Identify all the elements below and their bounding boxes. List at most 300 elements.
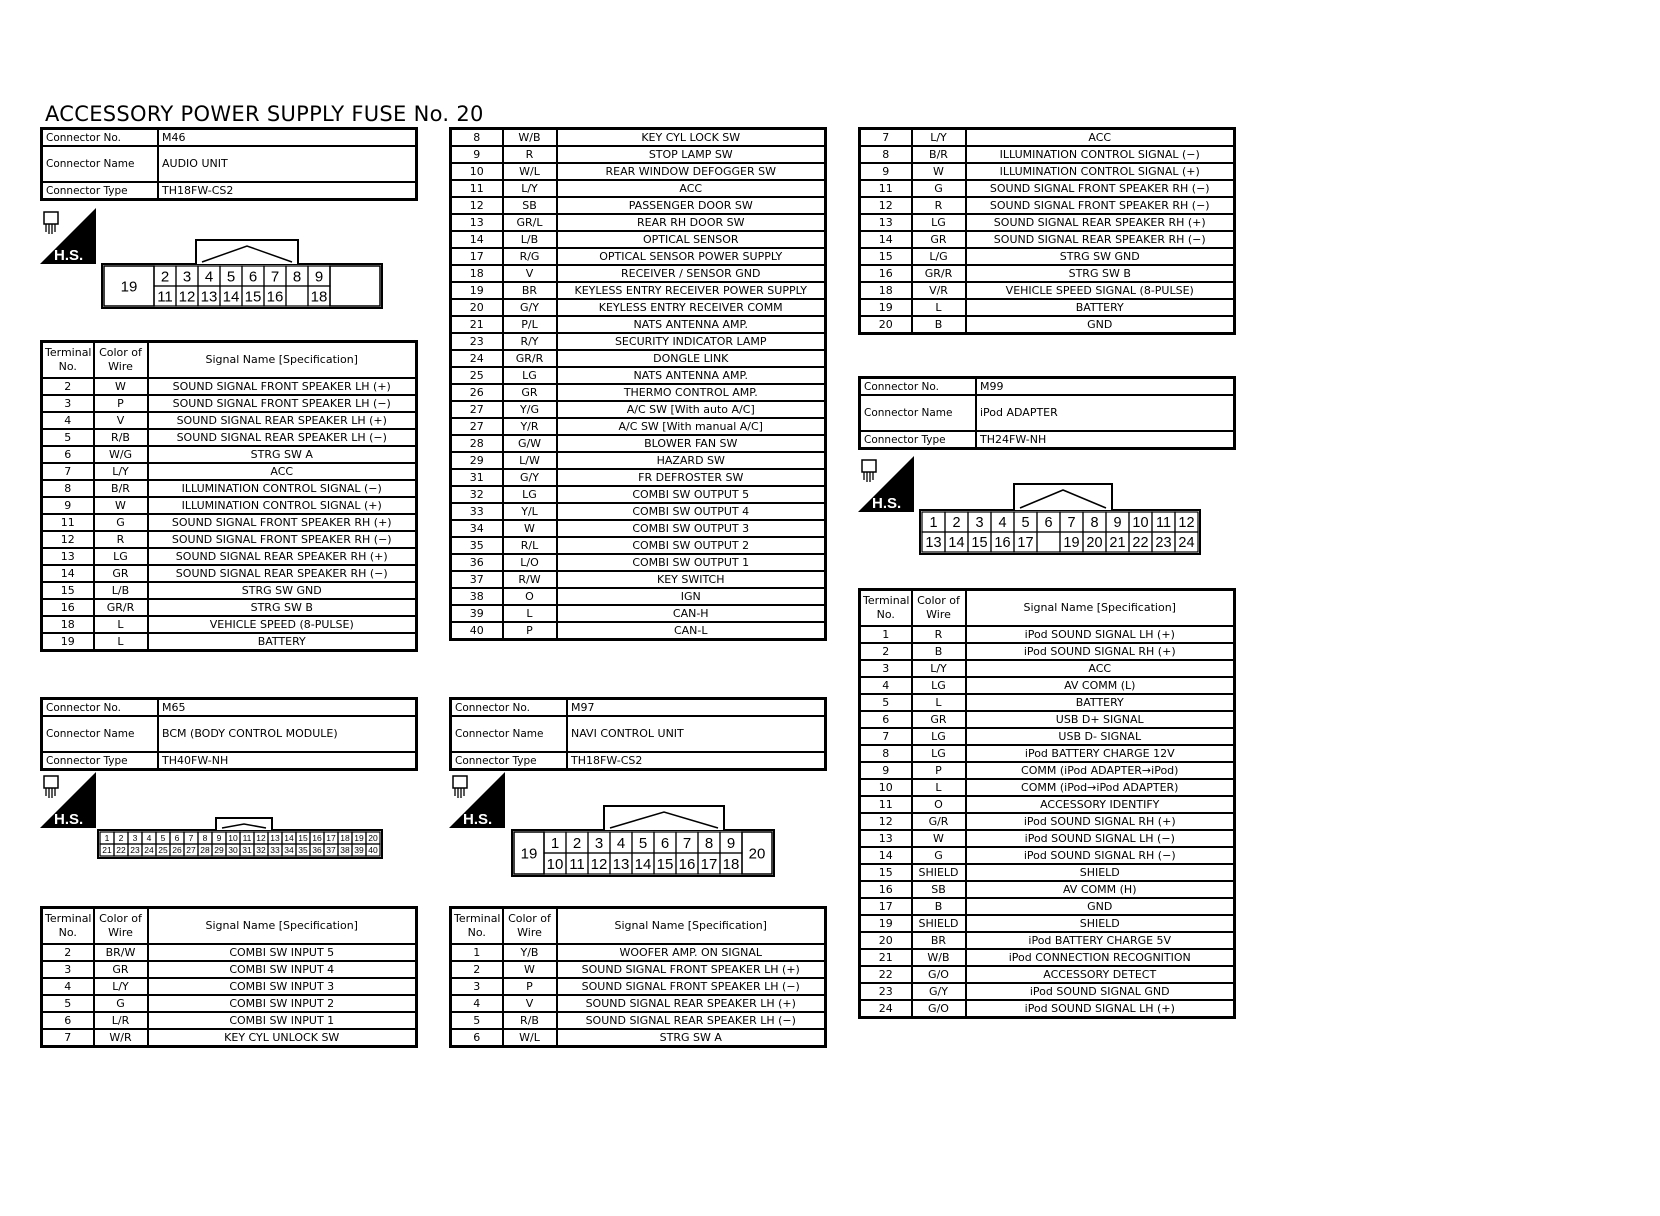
wire-color: R [912, 197, 966, 214]
pin-number: 12 [590, 855, 608, 873]
table-row [451, 944, 826, 961]
signal-name: SOUND SIGNAL FRONT SPEAKER RH (−) [966, 197, 1235, 214]
connector-name-label: Connector Name [860, 395, 977, 431]
pin-number: 14 [948, 535, 965, 552]
wire-color: LG [912, 745, 966, 762]
wire-color: G/W [503, 435, 557, 452]
pin-number: 24 [144, 845, 154, 856]
wire-color: W [503, 961, 557, 978]
connector-no-value: M99 [976, 378, 1235, 396]
table-row [860, 796, 1235, 813]
signal-name: ILLUMINATION CONTROL SIGNAL (−) [148, 480, 417, 497]
signal-name: STRG SW GND [148, 582, 417, 599]
wire-color: G/Y [503, 469, 557, 486]
terminal-no: 6 [42, 446, 94, 463]
pin-number: 3 [594, 834, 604, 852]
wire-color: R/G [503, 248, 557, 265]
pin-number: 16 [266, 288, 284, 306]
wire-color: V [503, 265, 557, 282]
terminal-no: 7 [860, 728, 912, 745]
terminal-no: 19 [451, 282, 503, 299]
signal-name: iPod BATTERY CHARGE 12V [966, 745, 1235, 762]
table-row [451, 571, 826, 588]
svg-text:H.S.: H.S. [54, 811, 84, 828]
wire-color: W [912, 830, 966, 847]
pin-number: 3 [975, 515, 984, 532]
signal-table-m46 [40, 340, 418, 652]
wire-color: V/R [912, 282, 966, 299]
connector-type-value: TH24FW-NH [976, 431, 1235, 449]
pin-number: 20 [748, 845, 766, 863]
signal-name: HAZARD SW [557, 452, 826, 469]
terminal-no: 20 [451, 299, 503, 316]
pin-number: 15 [298, 833, 308, 844]
pin-number: 20 [1086, 535, 1103, 552]
wire-color: R [503, 146, 557, 163]
table-row [860, 847, 1235, 864]
terminal-no: 13 [42, 548, 94, 565]
signal-name: SOUND SIGNAL FRONT SPEAKER RH (−) [966, 180, 1235, 197]
wire-color: G [912, 847, 966, 864]
terminal-no: 11 [860, 180, 912, 197]
svg-text:H.S.: H.S. [54, 247, 84, 264]
table-row [451, 588, 826, 605]
pin-number: 34 [284, 845, 294, 856]
terminal-no: 12 [42, 531, 94, 548]
wire-color: L [94, 633, 148, 651]
table-row [860, 248, 1235, 265]
svg-text:H.S.: H.S. [872, 495, 902, 512]
signal-name: CAN-H [557, 605, 826, 622]
table-row [42, 1029, 417, 1047]
table-row [860, 830, 1235, 847]
connector-name-value: AUDIO UNIT [158, 146, 417, 182]
wire-color: W/L [503, 163, 557, 180]
signal-name-header: Signal Name [Specification] [148, 908, 417, 945]
pin-number: 16 [678, 855, 696, 873]
wire-color: V [503, 995, 557, 1012]
signal-name: BATTERY [966, 299, 1235, 316]
wire-color: LG [503, 367, 557, 384]
terminal-no: 2 [451, 961, 503, 978]
signal-name: SOUND SIGNAL REAR SPEAKER RH (+) [148, 548, 417, 565]
pin-number: 35 [298, 845, 308, 856]
pin-number: 8 [704, 834, 714, 852]
signal-name-header: Signal Name [Specification] [148, 342, 417, 379]
signal-name: SOUND SIGNAL FRONT SPEAKER RH (+) [148, 514, 417, 531]
pin-number: 23 [1155, 535, 1172, 552]
pin-number: 11 [569, 855, 585, 873]
wire-color: GR/R [94, 599, 148, 616]
terminal-no: 25 [451, 367, 503, 384]
terminal-no: 13 [451, 214, 503, 231]
table-row [451, 163, 826, 180]
pin-number: 8 [202, 833, 208, 844]
wire-color: GR/L [503, 214, 557, 231]
wire-color: B [912, 898, 966, 915]
terminal-no: 1 [860, 626, 912, 643]
wire-color: GR [912, 231, 966, 248]
pin-number: 2 [160, 268, 170, 286]
pin-number: 16 [994, 535, 1011, 552]
wire-color: W/B [912, 949, 966, 966]
signal-name: ACC [966, 660, 1235, 677]
wire-color: L/Y [912, 660, 966, 677]
wire-color: W [912, 163, 966, 180]
terminal-no: 7 [42, 463, 94, 480]
pin-number: 11 [1155, 515, 1172, 532]
terminal-no: 7 [42, 1029, 94, 1047]
terminal-no: 1 [451, 944, 503, 961]
terminal-no: 21 [860, 949, 912, 966]
wire-color: B [912, 643, 966, 660]
table-row [860, 231, 1235, 248]
wire-color: LG [912, 728, 966, 745]
pin-number: 15 [656, 855, 674, 873]
pin-number: 11 [157, 288, 173, 306]
connector-no-label: Connector No. [451, 699, 568, 717]
terminal-no: 4 [42, 978, 94, 995]
connector-info-m65 [40, 697, 418, 771]
terminal-no: 6 [860, 711, 912, 728]
table-row [451, 367, 826, 384]
pin-number: 13 [612, 855, 630, 873]
signal-name: OPTICAL SENSOR POWER SUPPLY [557, 248, 826, 265]
table-row [860, 643, 1235, 660]
connector-no-value: M97 [567, 699, 826, 717]
wire-color: L/B [94, 582, 148, 599]
pin-number: 7 [270, 268, 280, 286]
wire-color: L/Y [503, 180, 557, 197]
table-row [42, 463, 417, 480]
table-row [42, 497, 417, 514]
signal-name: COMBI SW INPUT 3 [148, 978, 417, 995]
table-row [451, 214, 826, 231]
wire-color: GR [94, 961, 148, 978]
pin-number: 2 [118, 833, 124, 844]
signal-name: COMM (iPod ADAPTER→iPod) [966, 762, 1235, 779]
terminal-no: 39 [451, 605, 503, 622]
wire-color: L [912, 299, 966, 316]
wire-color: GR [912, 711, 966, 728]
wire-color: Y/L [503, 503, 557, 520]
pin-number: 19 [1063, 535, 1080, 552]
terminal-no: 27 [451, 401, 503, 418]
connector-type-label: Connector Type [860, 431, 977, 449]
table-row [451, 622, 826, 640]
terminal-no: 23 [860, 983, 912, 1000]
pin-number: 4 [998, 515, 1007, 532]
wire-color: LG [912, 214, 966, 231]
table-row [42, 412, 417, 429]
table-row [42, 429, 417, 446]
signal-name: STOP LAMP SW [557, 146, 826, 163]
table-row [860, 813, 1235, 830]
terminal-no: 2 [42, 944, 94, 961]
pin-number: 38 [340, 845, 350, 856]
pin-number: 5 [226, 268, 236, 286]
terminal-no: 13 [860, 214, 912, 231]
color-of-wire-header: Color of Wire [94, 908, 148, 945]
connector-name-label: Connector Name [451, 716, 568, 752]
terminal-no: 8 [860, 146, 912, 163]
terminal-no: 19 [860, 299, 912, 316]
pin-number: 18 [722, 855, 740, 873]
terminal-no: 10 [451, 163, 503, 180]
terminal-no: 18 [42, 616, 94, 633]
wire-color: P [912, 762, 966, 779]
pin-number: 40 [368, 845, 378, 856]
pin-number: 27 [186, 845, 196, 856]
table-row [860, 163, 1235, 180]
wire-color: L [94, 616, 148, 633]
wire-color: W/B [503, 129, 557, 147]
wire-color: L [912, 779, 966, 796]
terminal-no: 20 [860, 316, 912, 334]
wire-color: L/O [503, 554, 557, 571]
table-row [860, 728, 1235, 745]
wire-color: GR [503, 384, 557, 401]
signal-name: KEYLESS ENTRY RECEIVER COMM [557, 299, 826, 316]
wire-color: L/R [94, 1012, 148, 1029]
terminal-no: 16 [42, 599, 94, 616]
pin-number: 9 [314, 268, 324, 286]
wire-color: SB [912, 881, 966, 898]
pin-number: 8 [292, 268, 302, 286]
terminal-no: 9 [860, 163, 912, 180]
signal-name: NATS ANTENNA AMP. [557, 316, 826, 333]
terminal-no: 14 [860, 231, 912, 248]
wire-color: R/W [503, 571, 557, 588]
terminal-no: 12 [860, 197, 912, 214]
terminal-no: 6 [42, 1012, 94, 1029]
table-row [451, 554, 826, 571]
signal-table-m65-continued [449, 127, 827, 641]
pin-number: 26 [172, 845, 182, 856]
pin-number: 5 [160, 833, 166, 844]
table-row [451, 520, 826, 537]
connector-info-m99 [858, 376, 1236, 450]
terminal-no: 18 [860, 282, 912, 299]
signal-name-header: Signal Name [Specification] [557, 908, 826, 945]
table-row [860, 864, 1235, 881]
terminal-no: 18 [451, 265, 503, 282]
signal-name: SOUND SIGNAL REAR SPEAKER RH (+) [966, 214, 1235, 231]
pin-number: 9 [726, 834, 736, 852]
pin-number: 7 [682, 834, 692, 852]
terminal-no-header: Terminal No. [451, 908, 503, 945]
terminal-no: 22 [860, 966, 912, 983]
wire-color: BR/W [94, 944, 148, 961]
pin-number: 1 [104, 833, 110, 844]
pin-number: 17 [326, 833, 336, 844]
pin-number: 2 [952, 515, 961, 532]
wire-color: G/O [912, 966, 966, 983]
signal-name: iPod SOUND SIGNAL RH (+) [966, 813, 1235, 830]
pin-number: 18 [310, 288, 328, 306]
table-row [42, 395, 417, 412]
terminal-no: 34 [451, 520, 503, 537]
table-header [860, 590, 1235, 627]
connector-face-m65 [96, 816, 401, 868]
pin-number: 14 [634, 855, 652, 873]
terminal-no: 6 [451, 1029, 503, 1047]
pin-number: 19 [520, 845, 538, 863]
signal-name: GND [966, 316, 1235, 334]
signal-name: SOUND SIGNAL REAR SPEAKER RH (−) [966, 231, 1235, 248]
harness-side-icon [40, 772, 96, 828]
svg-text:H.S.: H.S. [463, 811, 493, 828]
table-header [42, 908, 417, 945]
wire-color: R/B [503, 1012, 557, 1029]
signal-name: STRG SW A [148, 446, 417, 463]
signal-name: iPod SOUND SIGNAL LH (+) [966, 1000, 1235, 1018]
signal-name: iPod BATTERY CHARGE 5V [966, 932, 1235, 949]
pin-number: 5 [638, 834, 648, 852]
wire-color: BR [912, 932, 966, 949]
signal-name: A/C SW [With manual A/C] [557, 418, 826, 435]
table-row [42, 995, 417, 1012]
wire-color: Y/B [503, 944, 557, 961]
connector-name-value: iPod ADAPTER [976, 395, 1235, 431]
pin-number: 36 [312, 845, 322, 856]
terminal-no: 10 [860, 779, 912, 796]
signal-name: COMBI SW OUTPUT 4 [557, 503, 826, 520]
wire-color: L [503, 605, 557, 622]
table-row [451, 995, 826, 1012]
wire-color: G [94, 514, 148, 531]
table-row [451, 384, 826, 401]
table-row [42, 565, 417, 582]
connector-type-label: Connector Type [451, 752, 568, 770]
wire-color: GR/R [503, 350, 557, 367]
table-row [860, 180, 1235, 197]
signal-name: IGN [557, 588, 826, 605]
signal-name: SHIELD [966, 915, 1235, 932]
connector-no-label: Connector No. [42, 129, 159, 147]
pin-number: 9 [216, 833, 222, 844]
signal-name: AV COMM (L) [966, 677, 1235, 694]
signal-name: REAR WINDOW DEFOGGER SW [557, 163, 826, 180]
signal-name: ILLUMINATION CONTROL SIGNAL (+) [966, 163, 1235, 180]
harness-side-icon [449, 772, 505, 828]
pin-number: 25 [158, 845, 168, 856]
wire-color: W [94, 378, 148, 395]
signal-name: AV COMM (H) [966, 881, 1235, 898]
wire-color: R/B [94, 429, 148, 446]
signal-name: SHIELD [966, 864, 1235, 881]
pin-number: 13 [200, 288, 218, 306]
table-row [860, 898, 1235, 915]
wire-color: W [94, 497, 148, 514]
pin-number: 39 [354, 845, 364, 856]
signal-name: ACCESSORY IDENTIFY [966, 796, 1235, 813]
table-row [860, 949, 1235, 966]
wire-color: O [912, 796, 966, 813]
terminal-no: 9 [860, 762, 912, 779]
pin-number: 10 [228, 833, 238, 844]
signal-name: COMBI SW OUTPUT 3 [557, 520, 826, 537]
signal-name: iPod SOUND SIGNAL LH (+) [966, 626, 1235, 643]
pin-number: 12 [256, 833, 266, 844]
wire-color: B/R [94, 480, 148, 497]
pin-number: 37 [326, 845, 336, 856]
terminal-no: 16 [860, 881, 912, 898]
pin-number: 14 [222, 288, 240, 306]
connector-face-m97 [510, 802, 805, 884]
signal-name: VEHICLE SPEED (8-PULSE) [148, 616, 417, 633]
terminal-no: 7 [860, 129, 912, 147]
terminal-no: 11 [451, 180, 503, 197]
pin-number: 6 [248, 268, 258, 286]
signal-name: OPTICAL SENSOR [557, 231, 826, 248]
harness-side-icon [858, 456, 914, 512]
terminal-no: 15 [860, 864, 912, 881]
pin-number: 6 [660, 834, 670, 852]
connector-name-label: Connector Name [42, 716, 159, 752]
wire-color: GR/R [912, 265, 966, 282]
signal-name: ACC [148, 463, 417, 480]
pin-number: 7 [188, 833, 194, 844]
wire-color: Y/R [503, 418, 557, 435]
wire-color: W/G [94, 446, 148, 463]
terminal-no: 26 [451, 384, 503, 401]
terminal-no: 8 [860, 745, 912, 762]
terminal-no: 17 [451, 248, 503, 265]
table-row [860, 129, 1235, 147]
table-row [42, 633, 417, 651]
table-row [860, 660, 1235, 677]
terminal-no: 23 [451, 333, 503, 350]
signal-name: THERMO CONTROL AMP. [557, 384, 826, 401]
terminal-no: 21 [451, 316, 503, 333]
table-row [451, 401, 826, 418]
signal-name: STRG SW GND [966, 248, 1235, 265]
wire-color: Y/G [503, 401, 557, 418]
signal-name: COMBI SW OUTPUT 1 [557, 554, 826, 571]
signal-name: A/C SW [With auto A/C] [557, 401, 826, 418]
signal-name: KEY SWITCH [557, 571, 826, 588]
table-row [451, 961, 826, 978]
table-row [860, 626, 1235, 643]
pin-number: 31 [242, 845, 252, 856]
terminal-no: 5 [42, 429, 94, 446]
table-row [860, 316, 1235, 334]
terminal-no: 4 [451, 995, 503, 1012]
signal-name-header: Signal Name [Specification] [966, 590, 1235, 627]
table-row [860, 694, 1235, 711]
pin-number: 12 [1178, 515, 1195, 532]
connector-type-label: Connector Type [42, 182, 159, 200]
page-title: ACCESSORY POWER SUPPLY FUSE No. 20 [45, 102, 484, 126]
wire-color: G [94, 995, 148, 1012]
pin-number: 29 [214, 845, 224, 856]
signal-name: SOUND SIGNAL FRONT SPEAKER LH (+) [148, 378, 417, 395]
table-row [860, 282, 1235, 299]
wire-color: L/Y [912, 129, 966, 147]
color-of-wire-header: Color of Wire [912, 590, 966, 627]
terminal-no: 40 [451, 622, 503, 640]
table-row [860, 214, 1235, 231]
terminal-no: 9 [451, 146, 503, 163]
wire-color: B/R [912, 146, 966, 163]
table-row [451, 180, 826, 197]
terminal-no: 3 [42, 961, 94, 978]
signal-name: BLOWER FAN SW [557, 435, 826, 452]
terminal-no: 15 [860, 248, 912, 265]
terminal-no: 27 [451, 418, 503, 435]
table-row [42, 616, 417, 633]
